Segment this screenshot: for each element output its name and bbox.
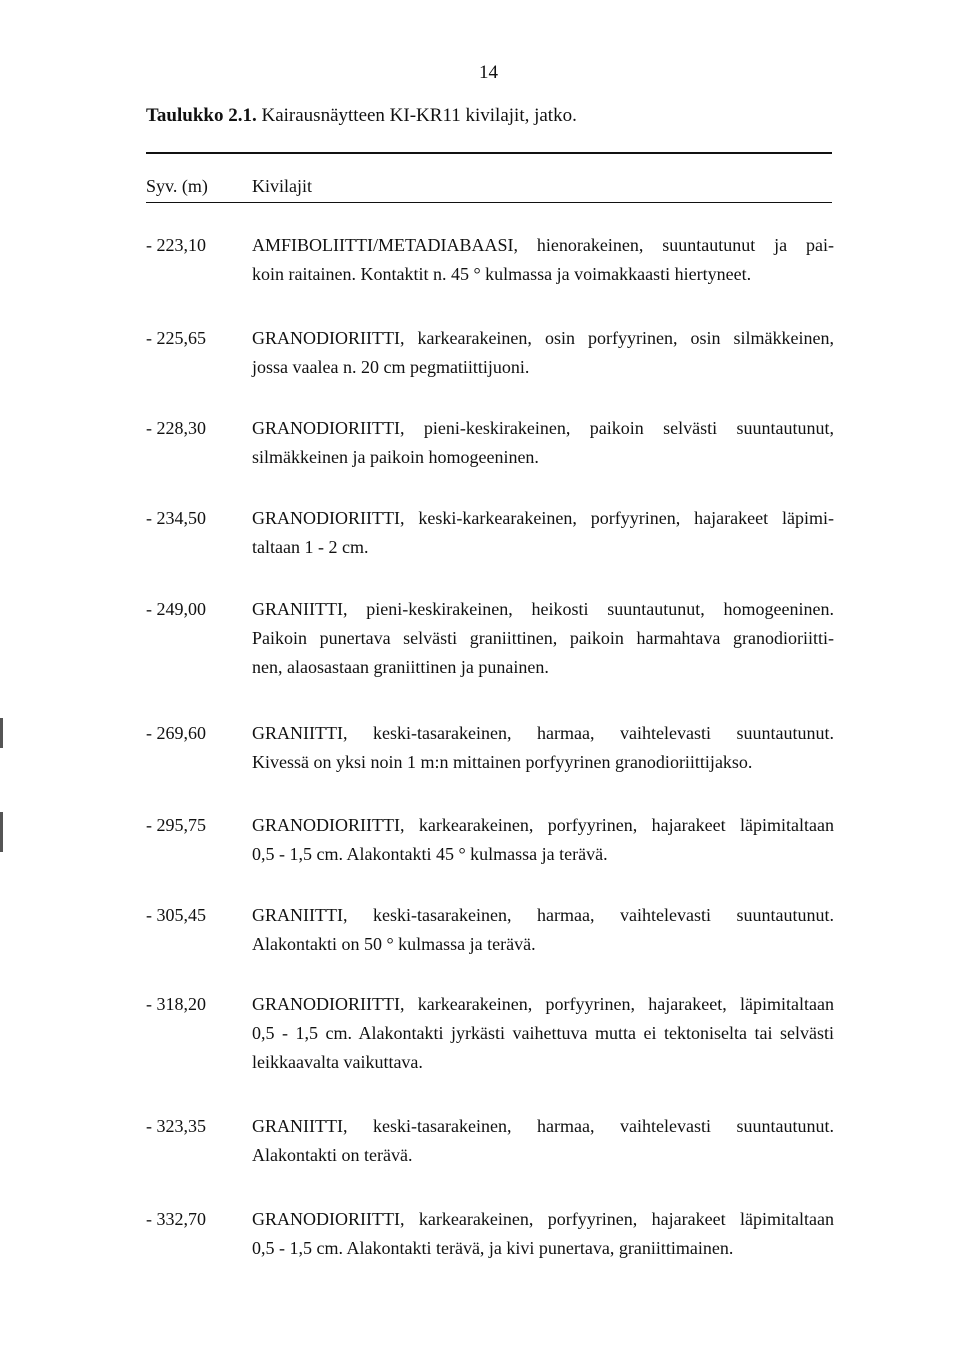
description-line: GRANIITTI, pieni-keskirakeinen, heikosti suuntautunut, homogeeninen. [252, 599, 834, 619]
description-line: GRANIITTI, keski-tasarakeinen, harmaa, vaihtelevasti suuntautunut. [252, 905, 834, 925]
caption-label: Taulukko 2.1. [146, 105, 257, 126]
depth-value: - 249,00 [146, 599, 206, 619]
depth-value: - 332,70 [146, 1209, 206, 1229]
rock-description [252, 414, 834, 472]
description-line: 0,5 - 1,5 cm. Alakontakti 45 ° kulmassa ja terävä. [252, 844, 608, 864]
depth-value: - 295,75 [146, 815, 206, 835]
rock-description [252, 504, 834, 562]
rock-type-column-header: Kivilajit [252, 176, 312, 196]
rock-description [252, 324, 834, 382]
description-line: GRANODIORIITTI, keski-karkearakeinen, porfyyrinen, hajarakeet läpimi- [252, 508, 834, 528]
table-top-rule [146, 152, 832, 154]
description-line: koin raitainen. Kontaktit n. 45 ° kulmassa ja voimakkaasti hiertyneet. [252, 264, 752, 284]
depth-value: - 228,30 [146, 418, 206, 438]
depth-column-header: Syv. (m) [146, 176, 208, 196]
rock-description [252, 231, 834, 289]
description-line: GRANODIORIITTI, pieni-keskirakeinen, paikoin selvästi suuntautunut, [252, 418, 834, 438]
description-line: Kivessä on yksi noin 1 m:n mittainen porfyyrinen granodioriittijakso. [252, 752, 753, 772]
description-line: GRANODIORIITTI, karkearakeinen, osin porfyyrinen, osin silmäkkeinen, [252, 328, 834, 348]
description-line: Alakontakti on 50 ° kulmassa ja terävä. [252, 934, 536, 954]
description-line: GRANODIORIITTI, karkearakeinen, porfyyrinen, hajarakeet läpimitaltaan [252, 815, 834, 835]
depth-value: - 318,20 [146, 994, 206, 1014]
description-line: silmäkkeinen ja paikoin homogeeninen. [252, 447, 539, 467]
depth-value: - 234,50 [146, 508, 206, 528]
description-line: leikkaavalta vaikuttava. [252, 1052, 423, 1072]
rock-description [252, 811, 834, 869]
rock-description [252, 1205, 834, 1263]
rock-description [252, 595, 834, 682]
rock-description [252, 901, 834, 959]
depth-value: - 305,45 [146, 905, 206, 925]
rock-description [252, 990, 834, 1077]
description-line: 0,5 - 1,5 cm. Alakontakti jyrkästi vaihettuva mutta ei tektoniselta tai selvästi [252, 1023, 834, 1043]
depth-value: - 269,60 [146, 723, 206, 743]
description-line: Alakontakti on terävä. [252, 1145, 413, 1165]
description-line: taltaan 1 - 2 cm. [252, 537, 369, 557]
description-line: GRANODIORIITTI, karkearakeinen, porfyyrinen, hajarakeet läpimitaltaan [252, 1209, 834, 1229]
description-line: jossa vaalea n. 20 cm pegmatiittijuoni. [252, 357, 530, 377]
description-line: 0,5 - 1,5 cm. Alakontakti terävä, ja kivi punertava, graniittimainen. [252, 1238, 734, 1258]
depth-value: - 223,10 [146, 235, 206, 255]
description-line: GRANIITTI, keski-tasarakeinen, harmaa, vaihtelevasti suuntautunut. [252, 723, 834, 743]
page-number: 14 [479, 62, 498, 83]
description-line: AMFIBOLIITTI/METADIABAASI, hienorakeinen, suuntautunut ja pai- [252, 235, 834, 255]
table-header-rule [146, 202, 832, 203]
depth-value: - 225,65 [146, 328, 206, 348]
scan-margin-mark [0, 812, 3, 852]
description-line: GRANODIORIITTI, karkearakeinen, porfyyrinen, hajarakeet, läpimitaltaan [252, 994, 834, 1014]
scan-margin-mark [0, 718, 3, 748]
table-caption [146, 104, 577, 128]
depth-value: - 323,35 [146, 1116, 206, 1136]
caption-text: Kairausnäytteen KI-KR11 kivilajit, jatko. [261, 105, 577, 126]
rock-description [252, 1112, 834, 1170]
description-line: Paikoin punertava selvästi graniittinen, paikoin harmahtava granodioriitti- [252, 628, 834, 648]
description-line: nen, alaosastaan graniittinen ja punainen. [252, 657, 549, 677]
description-line: GRANIITTI, keski-tasarakeinen, harmaa, vaihtelevasti suuntautunut. [252, 1116, 834, 1136]
rock-description [252, 719, 834, 777]
